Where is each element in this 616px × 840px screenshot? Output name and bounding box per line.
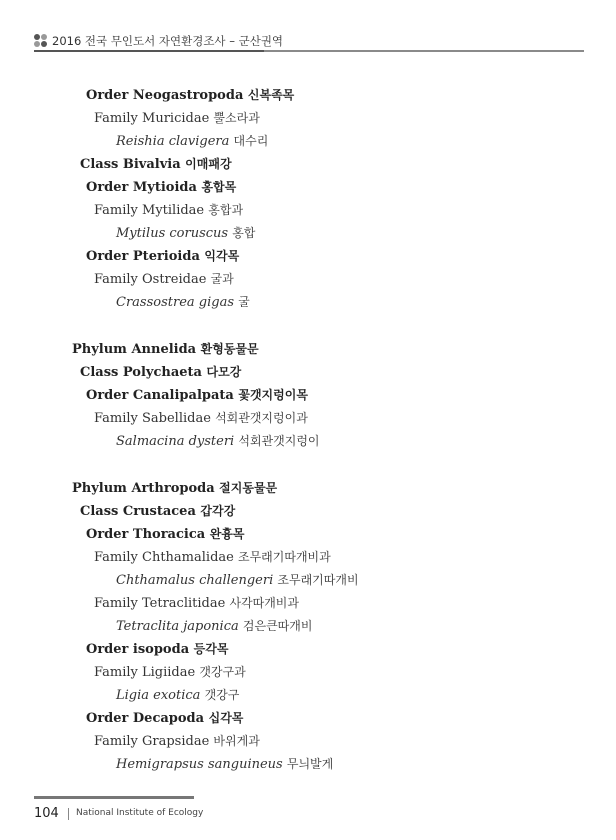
taxon-scientific-name: Class Polychaeta: [80, 365, 202, 380]
taxon-scientific-name: Class Bivalvia: [80, 157, 181, 172]
taxon-korean-name: 갯강구: [204, 688, 240, 702]
taxon-family: [94, 663, 246, 682]
taxon-scientific-name: Phylum Arthropoda: [72, 481, 215, 496]
taxon-scientific-name: Family Sabellidae: [94, 411, 211, 426]
taxon-korean-name: 조무래기따개비: [277, 573, 359, 587]
header-rule: [34, 50, 584, 52]
header-title: 2016 전국 무인도서 자연환경조사 – 군산권역: [52, 34, 284, 48]
page-header: [34, 30, 584, 52]
taxon-korean-name: 환형동물문: [200, 342, 259, 356]
taxon-order: [86, 525, 244, 544]
taxon-species: [116, 617, 312, 636]
taxon-scientific-name: Crassostrea gigas: [116, 295, 234, 310]
taxon-korean-name: 완흉목: [209, 527, 245, 541]
taxon-scientific-name: Phylum Annelida: [72, 342, 197, 357]
taxon-korean-name: 굴: [238, 295, 250, 309]
taxon-species: [116, 132, 268, 151]
taxon-family: [94, 594, 299, 613]
dot-1: [34, 34, 40, 40]
page-number: 104: [34, 806, 59, 821]
taxon-korean-name: 조무래기따개비과: [237, 550, 331, 564]
taxon-species: [116, 432, 320, 451]
taxon-scientific-name: Ligia exotica: [116, 688, 201, 703]
taxon-korean-name: 홍합과: [208, 203, 244, 217]
taxon-scientific-name: Order Mytioida: [86, 180, 197, 195]
taxon-order: [86, 709, 243, 728]
taxon-korean-name: 등각목: [193, 642, 229, 656]
taxon-scientific-name: Order Decapoda: [86, 711, 205, 726]
taxon-class: [80, 155, 232, 174]
taxon-korean-name: 신복족목: [247, 88, 295, 102]
taxon-korean-name: 이매패강: [185, 157, 232, 171]
taxon-species: [116, 571, 359, 590]
taxon-korean-name: 뿔소라과: [213, 111, 260, 125]
taxon-korean-name: 꽃갯지렁이목: [238, 388, 308, 402]
taxon-korean-name: 사각따개비과: [229, 596, 299, 610]
dot-2: [41, 34, 47, 40]
taxon-korean-name: 석회관갯지렁이: [238, 434, 320, 448]
taxon-scientific-name: Family Muricidae: [94, 111, 210, 126]
taxon-family: [94, 732, 260, 751]
taxon-order: [86, 86, 294, 105]
page-footer: [34, 796, 594, 826]
taxon-species: [116, 224, 255, 243]
taxon-scientific-name: Family Grapsidae: [94, 734, 210, 749]
taxon-order: [86, 247, 239, 266]
taxon-korean-name: 대수리: [233, 134, 269, 148]
header-dots-icon: [34, 34, 48, 48]
taxon-family: [94, 548, 331, 567]
taxon-family: [94, 109, 260, 128]
taxon-korean-name: 갑각강: [200, 504, 236, 518]
taxon-scientific-name: Family Tetraclitidae: [94, 596, 226, 611]
taxon-korean-name: 무늬발게: [286, 757, 334, 771]
taxon-scientific-name: Order Pterioida: [86, 249, 200, 264]
taxon-korean-name: 굴과: [210, 272, 234, 286]
taxon-scientific-name: Salmacina dysteri: [116, 434, 235, 449]
dot-4: [41, 41, 47, 47]
taxon-order: [86, 386, 308, 405]
footer-rule: [34, 796, 194, 799]
taxon-phylum: [72, 479, 277, 498]
taxon-scientific-name: Order Thoracica: [86, 527, 206, 542]
taxon-phylum: [72, 340, 259, 359]
taxon-scientific-name: Reishia clavigera: [116, 134, 230, 149]
taxon-scientific-name: Mytilus coruscus: [116, 226, 229, 241]
footer-institution: National Institute of Ecology: [76, 808, 204, 818]
taxon-korean-name: 홍합: [232, 226, 256, 240]
taxon-class: [80, 502, 235, 521]
taxon-scientific-name: Family Chthamalidae: [94, 550, 234, 565]
taxon-class: [80, 363, 241, 382]
taxon-korean-name: 석회관갯지렁이과: [215, 411, 308, 425]
taxon-scientific-name: Tetraclita japonica: [116, 619, 239, 634]
taxon-family: [94, 270, 234, 289]
taxon-korean-name: 십각목: [208, 711, 244, 725]
taxon-species: [116, 755, 333, 774]
taxon-order: [86, 178, 236, 197]
footer-separator: [68, 808, 69, 820]
taxon-scientific-name: Order isopoda: [86, 642, 190, 657]
taxon-scientific-name: Hemigrapsus sanguineus: [116, 757, 283, 772]
taxon-order: [86, 640, 228, 659]
dot-3: [34, 41, 40, 47]
taxon-scientific-name: Chthamalus challengeri: [116, 573, 274, 588]
taxon-korean-name: 홍합목: [201, 180, 237, 194]
taxon-family: [94, 201, 243, 220]
taxon-korean-name: 절지동물문: [219, 481, 278, 495]
taxon-scientific-name: Class Crustacea: [80, 504, 196, 519]
taxon-species: [116, 686, 239, 705]
taxon-korean-name: 갯강구과: [199, 665, 246, 679]
taxon-scientific-name: Family Ligiidae: [94, 665, 196, 680]
taxon-scientific-name: Order Neogastropoda: [86, 88, 244, 103]
taxon-species: [116, 293, 250, 312]
taxon-korean-name: 바위게과: [213, 734, 260, 748]
taxon-korean-name: 검은큰따개비: [242, 619, 313, 633]
taxon-scientific-name: Family Ostreidae: [94, 272, 207, 287]
taxon-korean-name: 다모강: [206, 365, 242, 379]
taxon-scientific-name: Family Mytilidae: [94, 203, 205, 218]
taxon-family: [94, 409, 308, 428]
taxon-scientific-name: Order Canalipalpata: [86, 388, 234, 403]
taxon-korean-name: 익각목: [204, 249, 240, 263]
